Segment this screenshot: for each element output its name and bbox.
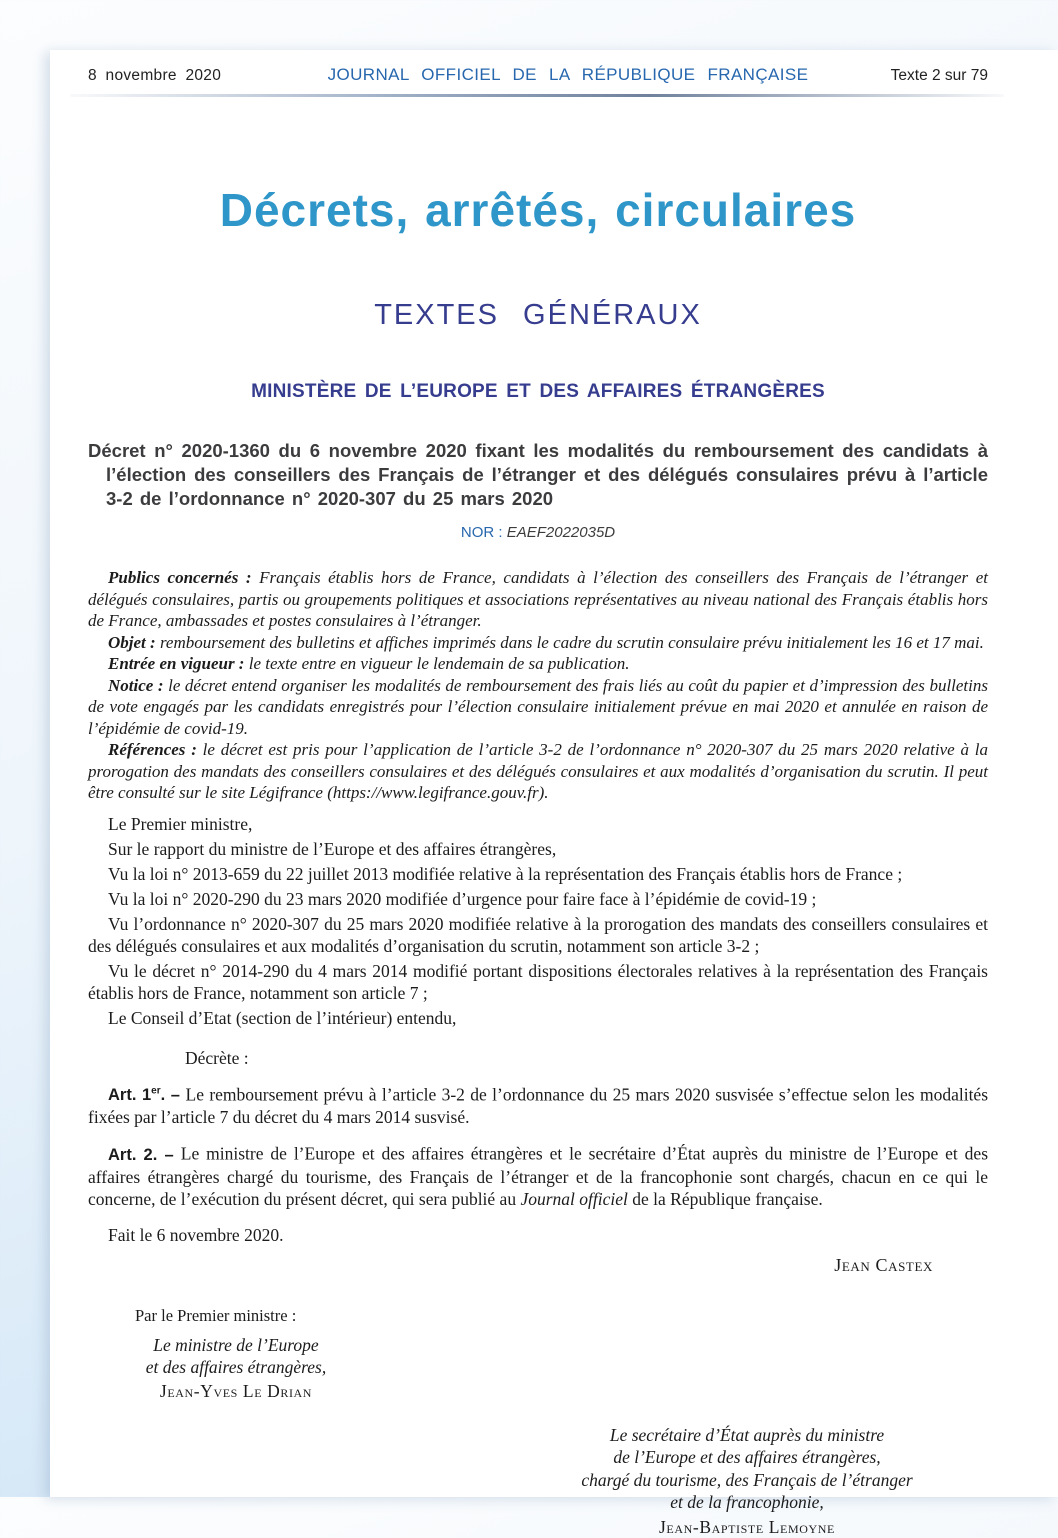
journal-title: JOURNAL OFFICIEL DE LA RÉPUBLIQUE FRANÇAISE — [298, 65, 838, 85]
section-subtitle: TEXTES GÉNÉRAUX — [88, 299, 988, 332]
by-pm-line: Par le Premier ministre : — [135, 1306, 988, 1326]
preamble-line: Le Conseil d’Etat (section de l’intérieur) entendu, — [88, 1007, 988, 1029]
secretary-title-line: de l’Europe et des affaires étrangères, — [552, 1446, 942, 1469]
minister-title-line: Le ministre de l’Europe — [92, 1334, 380, 1356]
summary-references: Références : le décret est pris pour l’application de l’article 3-2 de l’ordonnance n° 2020-307 du 25 mars 2020 relative à la prorogation des mandats des conseillers consulaires et des délégués consulaires et aux modalités d’organisation du scrutin. Il peut être consulté sur le site Légifrance (https://www.legifrance.gouv.fr). — [88, 739, 988, 804]
preamble-line: Vu le décret n° 2014-290 du 4 mars 2014 modifié portant dispositions électorales relatives à la représentation des Français établis hors de France, notamment son article 7 ; — [88, 960, 988, 1004]
preamble-line: Vu la loi n° 2013-659 du 22 juillet 2013 modifiée relative à la représentation des Français établis hors de France ; — [88, 863, 988, 885]
decrete-heading: Décrète : — [185, 1048, 988, 1069]
secretary-title-line: Le secrétaire d’État auprès du ministre — [552, 1424, 942, 1447]
text-reference: Texte 2 sur 79 — [838, 67, 988, 85]
minister-title-line: et des affaires étrangères, — [92, 1356, 380, 1378]
minister-signature-block — [92, 1334, 380, 1402]
nor-line — [88, 524, 988, 541]
journal-page — [50, 50, 1058, 1497]
secretary-title-line: chargé du tourisme, des Français de l’étranger — [552, 1469, 942, 1492]
header-divider — [70, 94, 1004, 97]
decree-preamble — [88, 813, 988, 1029]
summary-entree-en-vigueur: Entrée en vigueur : le texte entre en vigueur le lendemain de sa publication. — [88, 653, 988, 675]
decree-summary — [88, 567, 988, 804]
preamble-line: Vu l’ordonnance n° 2020-307 du 25 mars 2020 modifiée relative à la prorogation des mandats des conseillers consulaires et des délégués consulaires et aux modalités d’organisation du scrutin, notamment son article 3-2 ; — [88, 913, 988, 957]
secretary-signature-block — [552, 1424, 942, 1538]
ministry-heading: MINISTÈRE DE L’EUROPE ET DES AFFAIRES ÉTRANGÈRES — [88, 381, 988, 403]
nor-label: NOR : — [461, 524, 507, 541]
done-at-line: Fait le 6 novembre 2020. — [88, 1225, 988, 1246]
summary-publics: Publics concernés : Français établis hors de France, candidats à l’élection des conseillers des Français de l’étranger et délégués consulaires, partis ou groupements politiques et associations représentatives au niveau national des Français établis hors de France, ambassades et postes consulaires à l’étranger. — [88, 567, 988, 632]
preamble-line: Vu la loi n° 2020-290 du 23 mars 2020 modifiée d’urgence pour faire face à l’épidémie de covid-19 ; — [88, 888, 988, 910]
section-main-title: Décrets, arrêtés, circulaires — [88, 183, 988, 237]
secretary-name: Jean-Baptiste Lemoyne — [552, 1516, 942, 1538]
nor-value: EAEF2022035D — [507, 524, 615, 541]
article-2: Art. 2. – Le ministre de l’Europe et des affaires étrangères et le secrétaire d’État auprès du ministre de l’Europe et des affaires étrangères chargé du tourisme, des Français de l’étranger et de la francophonie sont chargés, chacun en ce qui le concerne, de l’exécution du présent décret, qui sera publié au Journal officiel de la République française. — [88, 1140, 988, 1210]
article-1-label: Art. 1er. – — [108, 1086, 186, 1104]
article-1: Art. 1er. – Le remboursement prévu à l’article 3-2 de l’ordonnance du 25 mars 2020 susvisée s’effectue selon les modalités fixées par l’article 7 du décret du 4 mars 2014 susvisé. — [88, 1081, 988, 1129]
summary-objet: Objet : remboursement des bulletins et affiches imprimés dans le cadre du scrutin consulaire prévu initialement les 16 et 17 mai. — [88, 632, 988, 654]
page-header — [88, 50, 988, 85]
preamble-line: Le Premier ministre, — [88, 813, 988, 835]
summary-notice: Notice : le décret entend organiser les modalités de remboursement des frais liés au coût du papier et d’impression des bulletins de vote engagés par les candidats enregistrés pour l’élection consulaire initialement prévue en mai 2020 et annulée en raison de l’épidémie de covid-19. — [88, 675, 988, 740]
article-2-label: Art. 2. – — [108, 1146, 181, 1164]
secretary-title-line: et de la francophonie, — [552, 1491, 942, 1514]
issue-date: 8 novembre 2020 — [88, 67, 298, 85]
preamble-line: Sur le rapport du ministre de l’Europe et des affaires étrangères, — [88, 838, 988, 860]
decree-title: Décret n° 2020-1360 du 6 novembre 2020 fixant les modalités du remboursement des candidats à l’élection des conseillers des Français de l’étranger et des délégués consulaires prévu à l’article 3-2 de l’ordonnance n° 2020-307 du 25 mars 2020 — [88, 439, 988, 511]
pm-signature: Jean Castex — [88, 1255, 988, 1276]
minister-name: Jean-Yves Le Drian — [92, 1380, 380, 1402]
